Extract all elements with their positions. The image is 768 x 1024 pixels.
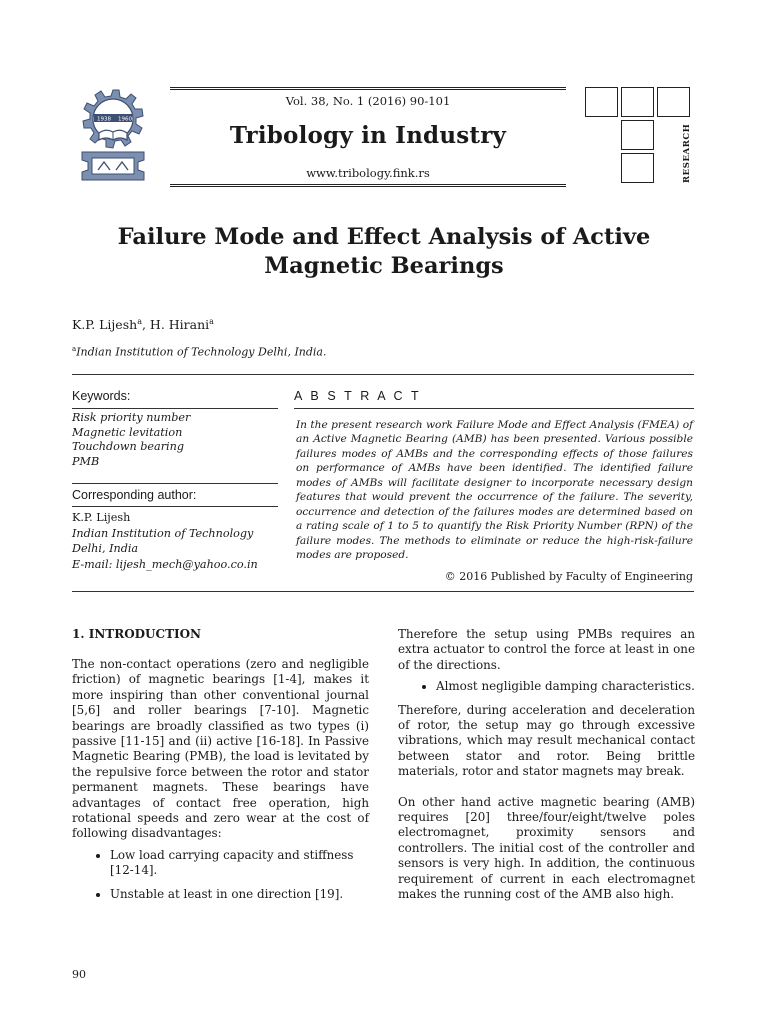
keyword-item: Risk priority number <box>72 411 191 424</box>
author-1: K.P. Lijesh <box>72 317 138 333</box>
journal-url[interactable]: www.tribology.fink.rs <box>306 166 430 180</box>
body-paragraph: The non-contact operations (zero and negligible friction) of magnetic bearings [1-4], makes it more inspiring than other conventional journal [5,6] and roller bearings [7-10]. Magnetic bearings are broadly classified as two types (i) passive [11-15] and (ii) active [16-18]. In Passive Magnetic Bearing (PMB), the load is levitated by the repulsive force between the rotor and stator permanent magnets. These bearings have advantages of contact free operation, high rotational speeds and zero wear at the cost of following disadvantages: <box>72 657 369 841</box>
divider <box>72 483 278 484</box>
affiliation-text: Indian Institution of Technology Delhi, India. <box>76 345 327 359</box>
journal-logo <box>72 84 154 186</box>
decor-square <box>585 87 618 117</box>
affiliation <box>72 345 327 359</box>
abstract-text: In the present research work Failure Mode and Effect Analysis (FMEA) of an Active Magnetic Bearing (AMB) has been presented. Various possible failures modes of AMBs and the corresponding effects of those failures on performance of AMBs have been identified. The identified failure modes of AMBs will facilitate designer to incorporate necessary design features that would prevent the occurrence of the failure. The severity, occurrence and detection of the failures modes are determined based on a rating scale of 1 to 5 to quantify the Risk Priority Number (RPN) of the failure modes. The methods to eliminate or reduce the high-risk-failure modes are proposed. <box>296 419 693 562</box>
divider <box>72 506 278 507</box>
page-number: 90 <box>72 968 86 981</box>
header-rule-bottom <box>170 184 566 190</box>
section-heading: 1. INTRODUCTION <box>72 627 202 641</box>
author-institution: Indian Institution of Technology <box>72 526 254 540</box>
body-column-left <box>72 657 369 910</box>
keyword-item: Magnetic levitation <box>72 425 183 439</box>
corresponding-author-info <box>72 510 258 572</box>
body-paragraph: Therefore, during acceleration and deceleration of rotor, the setup may go through excessive vibrations, which may result mechanical contact between stator and rotor. Being brittle materials, rotor and stator magnets may break. <box>398 702 695 779</box>
decor-square <box>621 153 654 183</box>
header-rule-top <box>170 87 566 93</box>
decor-square <box>621 120 654 150</box>
divider <box>72 591 694 592</box>
keywords-list <box>72 411 190 469</box>
copyright: © 2016 Published by Faculty of Engineering <box>444 570 693 583</box>
bullet-item: • Almost negligible damping characteristics. <box>436 679 695 694</box>
divider <box>72 408 278 409</box>
article-title-line1: Failure Mode and Effect Analysis of Active <box>117 224 651 250</box>
section-tag: RESEARCH <box>682 123 692 183</box>
article-title <box>96 223 672 281</box>
corresponding-author-heading: Corresponding author: <box>72 488 197 502</box>
logo-year-left: 1938 <box>97 116 111 123</box>
bullet-item: • Low load carrying capacity and stiffness [12-14]. <box>110 848 369 879</box>
author-city: Delhi, India <box>72 542 139 555</box>
article-title-line2: Magnetic Bearings <box>264 253 504 279</box>
affiliation-sup: a <box>72 345 77 353</box>
author-2: , H. Hirani <box>141 317 210 333</box>
authors <box>72 317 214 332</box>
author-1-sup: a <box>137 317 142 326</box>
journal-title: Tribology in Industry <box>229 122 507 149</box>
body-paragraph: Therefore the setup using PMBs requires an extra actuator to control the force at least in one of the directions. <box>398 627 695 672</box>
bullet-list <box>398 679 695 694</box>
author-2-sup: a <box>209 317 214 326</box>
divider <box>294 408 694 409</box>
body-paragraph: On other hand active magnetic bearing (AMB) requires [20] three/four/eight/twelve poles electromagnet, proximity sensors and controllers. The initial cost of the controller and sensors is very high. In addition, the continuous requirement of current in each electromagnet makes the running cost of the AMB also high. <box>398 794 695 902</box>
decor-square <box>621 87 654 117</box>
author-email[interactable]: E-mail: lijesh_mech@yahoo.co.in <box>72 557 258 571</box>
keyword-item: PMB <box>72 454 100 468</box>
bullet-item: • Unstable at least in one direction [19]. <box>110 887 369 902</box>
keywords-heading: Keywords: <box>72 389 131 403</box>
volume-info: Vol. 38, No. 1 (2016) 90-101 <box>285 94 451 108</box>
decor-square <box>657 87 690 117</box>
divider <box>72 374 694 375</box>
logo-year-right: 1960 <box>118 116 132 123</box>
author-name: K.P. Lijesh <box>72 511 131 524</box>
body-column-right <box>398 627 695 903</box>
bullet-list <box>72 848 369 902</box>
abstract-heading: A B S T R A C T <box>294 389 422 403</box>
keyword-item: Touchdown bearing <box>72 440 184 454</box>
